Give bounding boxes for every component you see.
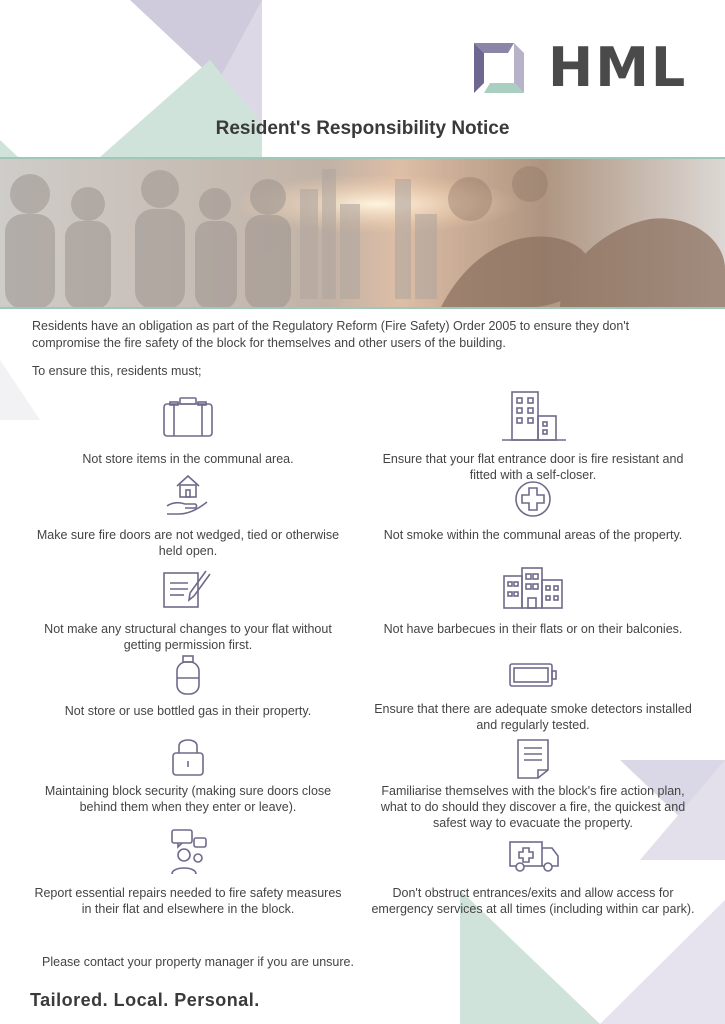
- list-item: Familiarise themselves with the block's fire action plan, what to do should they discover a fire, the quickest and safest way to evacuate the property.: [380, 784, 686, 830]
- footer-note: Please contact your property manager if you are unsure.: [42, 955, 354, 969]
- brand-name: HML: [548, 36, 688, 99]
- lead-text: To ensure this, residents must;: [32, 364, 202, 378]
- list-item: Ensure that there are adequate smoke detectors installed and regularly tested.: [374, 702, 692, 732]
- list-item: Not smoke within the communal areas of the property.: [383, 528, 683, 542]
- notice-document-icon: [516, 738, 550, 780]
- list-item: Not store items in the communal area.: [82, 452, 294, 466]
- building-icon: [500, 390, 566, 442]
- list-item: Not make any structural changes to your flat without getting permission first.: [44, 622, 332, 652]
- apartment-block-icon: [502, 566, 564, 610]
- gas-bottle-icon: [175, 654, 201, 696]
- hml-logo: [468, 37, 687, 99]
- medical-cross-icon: [514, 480, 552, 518]
- ambulance-icon: [508, 838, 560, 874]
- intro-paragraph: Residents have an obligation as part of the Regulatory Reform (Fire Safety) Order 2005 to ensure they don't compromise the fire safety of the block for themselves and other users of the building.: [32, 319, 630, 350]
- list-item: Ensure that your flat entrance door is fire resistant and fitted with a self-closer.: [382, 452, 684, 482]
- banner-image: [0, 157, 725, 309]
- document-pen-icon: [162, 567, 214, 609]
- tagline: Tailored. Local. Personal.: [30, 990, 260, 1010]
- people-chat-icon: [168, 828, 208, 876]
- list-item: Not store or use bottled gas in their property.: [64, 704, 312, 718]
- list-item: Maintaining block security (making sure doors close behind them when they enter or leave).: [44, 784, 332, 814]
- list-item: Report essential repairs needed to fire safety measures in their flat and elsewhere in the block.: [34, 886, 342, 916]
- list-item: Not have barbecues in their flats or on their balconies.: [383, 622, 683, 636]
- list-item: Don't obstruct entrances/exits and allow access for emergency services at all times (including within car park).: [371, 886, 695, 916]
- battery-icon: [508, 661, 558, 689]
- page-title: Resident's Responsibility Notice: [215, 118, 510, 139]
- suitcase-icon: [162, 396, 214, 438]
- logo-mark-icon: [468, 37, 530, 99]
- list-item: Make sure fire doors are not wedged, tied or otherwise held open.: [36, 528, 340, 558]
- padlock-icon: [170, 735, 206, 777]
- house-in-hand-icon: [165, 472, 211, 518]
